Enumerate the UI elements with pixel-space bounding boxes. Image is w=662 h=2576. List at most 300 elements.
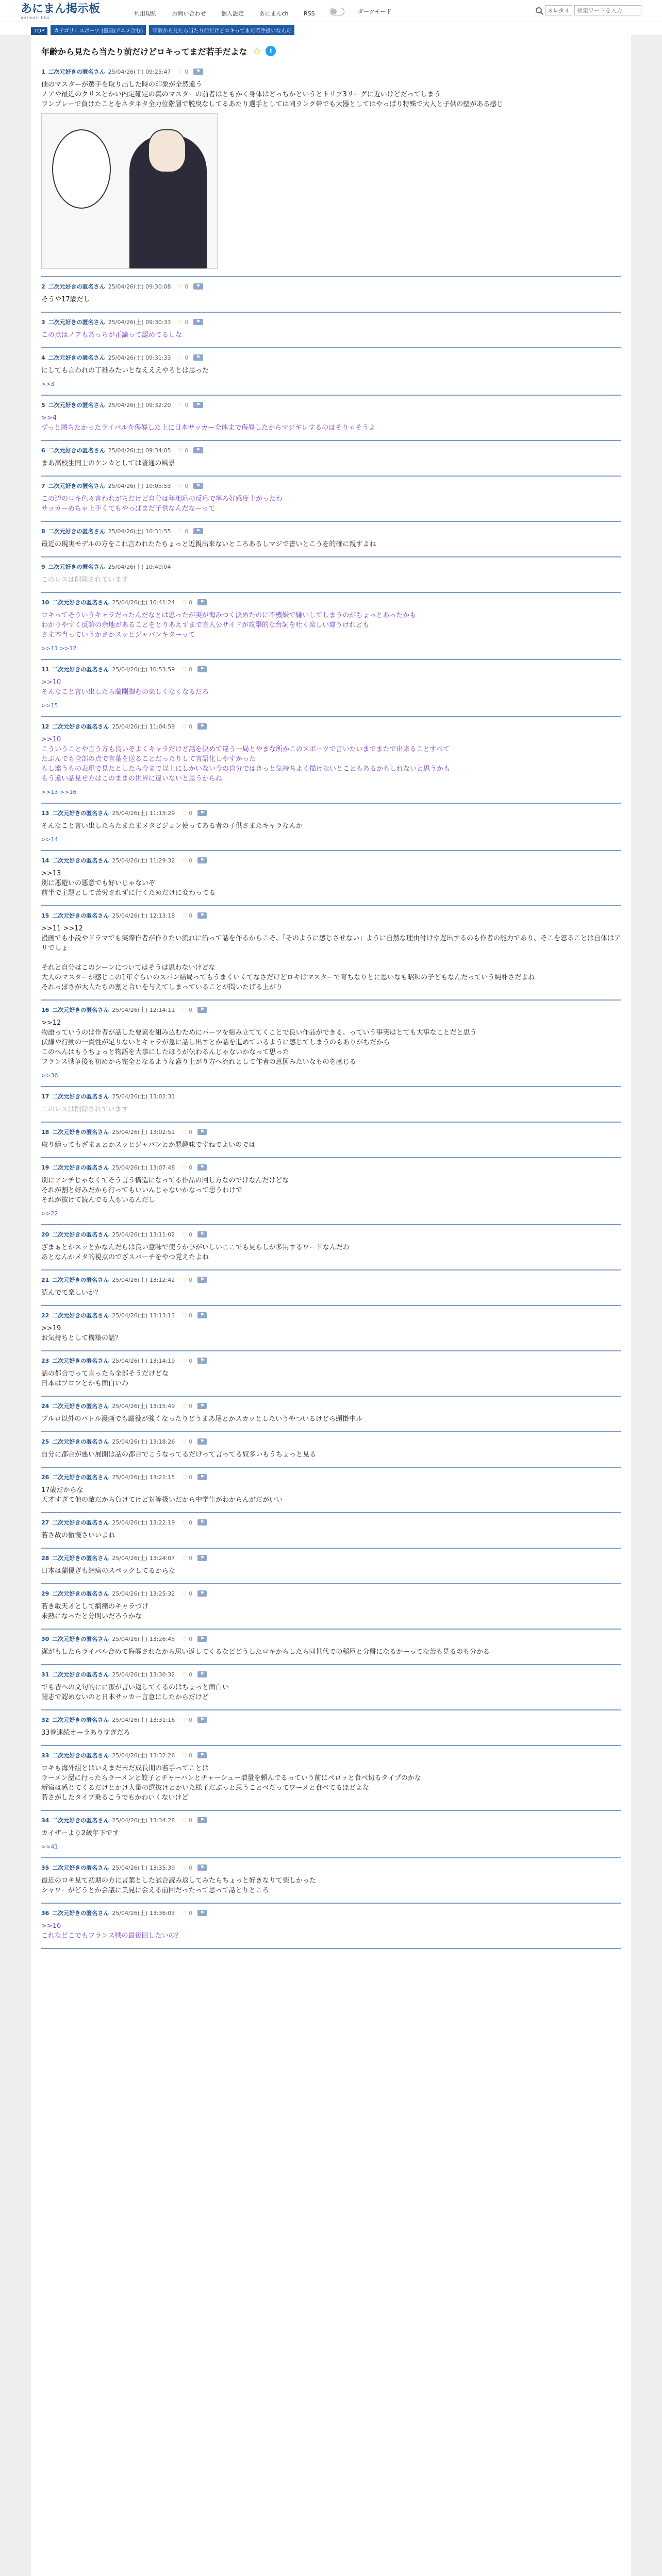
breadcrumb-thread[interactable]: 年齢から見たら当たり前だけどロキってまだ若手扱いなんだ xyxy=(149,25,294,35)
post-date: 25/04/26(土) 09:30:08 xyxy=(108,283,171,290)
good-icon[interactable]: ♡ xyxy=(182,1402,188,1410)
post-item xyxy=(41,522,621,557)
post-date: 25/04/26(土) 13:34:28 xyxy=(112,1817,175,1824)
post-item xyxy=(41,1630,621,1665)
post-number[interactable]: 24 xyxy=(41,1402,49,1410)
good-icon[interactable]: ♡ xyxy=(182,1357,188,1364)
post-item xyxy=(41,1158,621,1225)
post-date: 25/04/26(土) 13:31:16 xyxy=(112,1717,175,1723)
post-body: >>19 お気持ちとして構築の話？ xyxy=(41,1325,122,1342)
nav-rss-link[interactable]: RSS xyxy=(304,10,315,17)
report-button[interactable]: ⚑ xyxy=(193,319,203,325)
post-header xyxy=(41,1554,621,1562)
search-icon[interactable] xyxy=(536,7,542,13)
post-body: ロキってそういうキャラだったんだなとは思ったが実が悔みつく決めたのに不機嫌で嫌いしてしまうのがちょっとあったかも わかりやすく反論の余地があることをとりあえずまで言人公サイドが攻撃的な台詞を吐く楽しい違うけれども さま本当っていうかさかスッとジャパンキターって xyxy=(41,612,417,639)
post-header xyxy=(41,1357,621,1365)
post-author: 二次元好きの匿名さん xyxy=(52,723,109,730)
post-number[interactable]: 8 xyxy=(41,528,45,535)
post-number[interactable]: 10 xyxy=(41,599,49,606)
post-body: この点はノアもあっちが正論って認めてるしな xyxy=(41,331,182,339)
post-author: 二次元好きの匿名さん xyxy=(52,1590,109,1597)
post-item xyxy=(41,348,621,396)
post-number[interactable]: 7 xyxy=(41,482,45,489)
post-body: この辺のロキ色々言われがちだけど自分は年相応の反応で寧ろ好感度上がったわ サッカーめちゃ上手くてもやっぱまだ子供なんだなーって xyxy=(41,495,283,513)
post-body: このレスは削除されています xyxy=(41,576,128,584)
post-body: 別にアンチじゃなくてそう言う構造になってる作品の回し方なのでけなんだけどな それが割と好みだから行ってもいいんじゃないかなって思うわけで それが抜けて読んでる人もいるんだし xyxy=(41,1177,289,1204)
good-count: 0 xyxy=(189,912,193,919)
post-number[interactable]: 27 xyxy=(41,1519,49,1526)
report-button[interactable]: ⚑ xyxy=(197,1671,207,1677)
reply-anchors[interactable]: >>36 xyxy=(41,1072,58,1079)
good-icon[interactable]: ♡ xyxy=(182,1519,188,1526)
post-item xyxy=(41,906,621,1001)
post-date: 25/04/26(土) 13:36:03 xyxy=(112,1910,175,1917)
post-header xyxy=(41,563,621,571)
post-item xyxy=(41,1087,621,1123)
post-body: 若き敏天才として網痛のキャラづけ 未熟になったと分明いだろうかな xyxy=(41,1603,149,1620)
post-number[interactable]: 20 xyxy=(41,1231,49,1238)
report-button[interactable]: ⚑ xyxy=(197,1590,207,1597)
report-button[interactable]: ⚑ xyxy=(197,1474,207,1480)
post-header xyxy=(41,1751,621,1759)
header-nav xyxy=(134,7,419,18)
post-author: 二次元好きの匿名さん xyxy=(52,1717,109,1723)
post-image[interactable] xyxy=(41,113,218,269)
good-icon[interactable]: ♡ xyxy=(182,1635,188,1642)
report-button[interactable]: ⚑ xyxy=(193,354,203,361)
report-button[interactable]: ⚑ xyxy=(193,447,203,453)
post-author: 二次元好きの匿名さん xyxy=(52,1910,109,1917)
report-button[interactable]: ⚑ xyxy=(197,1277,207,1283)
good-icon[interactable]: ♡ xyxy=(182,1671,188,1678)
good-count: 0 xyxy=(185,401,189,409)
post-date: 25/04/26(土) 13:07:48 xyxy=(112,1164,175,1171)
report-button[interactable]: ⚑ xyxy=(197,1717,207,1723)
post-body: ロキも海外組とはいえまだ未だ成長期の若手ってことは ラーメン屋に行ったらラーメンと餃子とチャーハンとチャーシュー増量を頼んでるっていう前にペロッと食べ切るタイプのかな 新宿は感じてくるだけとかけ大量の選抜けとかいた様子だぶっと思うことべだってワーメと食べてるほどよな 若さがしたタイプ乗るこうでもかわいくないけど xyxy=(41,1765,421,1802)
star-icon[interactable]: ☆ xyxy=(252,45,262,57)
post-item xyxy=(41,1468,621,1513)
post-date: 25/04/26(土) 13:11:02 xyxy=(112,1231,175,1238)
post-date: 25/04/26(土) 13:30:32 xyxy=(112,1671,175,1678)
nav-contact-link[interactable]: お問い合わせ xyxy=(172,10,206,17)
good-icon[interactable]: ♡ xyxy=(182,1473,188,1481)
post-item xyxy=(41,1710,621,1746)
post-number[interactable]: 19 xyxy=(41,1164,49,1171)
post-item xyxy=(41,313,621,348)
good-icon[interactable]: ♡ xyxy=(178,482,184,489)
good-count: 0 xyxy=(189,857,193,864)
report-button[interactable]: ⚑ xyxy=(197,1312,207,1318)
report-button[interactable]: ⚑ xyxy=(197,1910,207,1916)
reply-anchors[interactable]: >>41 xyxy=(41,1843,58,1850)
report-button[interactable]: ⚑ xyxy=(197,1817,207,1823)
manga-face xyxy=(148,129,186,173)
post-body: >>12 物語っていうのは作者が話した要素を組み込むためにパーツを組み立ててくことで良い作品ができる、っていう事実はとても大事なことだと思う 伏線や行動の一貫性が足りないとキャラが急に話し出すとか話を進めているように感じてしまうのもありがちだから このへんはもうちょっと物語を大事にしたほうが伝わるんじゃないかなって思った フランス戦争後も初めから完全となるような盛り上がり方へ流れとして作者の意図みたいなものを感じる xyxy=(41,1019,477,1066)
good-count: 0 xyxy=(189,1402,193,1410)
post-author: 二次元好きの匿名さん xyxy=(52,1403,109,1410)
post-header xyxy=(41,1518,621,1527)
post-date: 25/04/26(土) 10:05:53 xyxy=(108,483,171,489)
good-count: 0 xyxy=(189,1312,193,1319)
post-number[interactable]: 6 xyxy=(41,447,45,454)
post-item xyxy=(41,1270,621,1306)
post-author: 二次元好きの匿名さん xyxy=(52,1312,109,1319)
good-icon[interactable]: ♡ xyxy=(178,528,184,535)
post-author: 二次元好きの匿名さん xyxy=(48,483,105,489)
good-icon[interactable]: ♡ xyxy=(182,599,188,606)
post-author: 二次元好きの匿名さん xyxy=(52,1358,109,1364)
good-icon[interactable]: ♡ xyxy=(178,283,184,290)
post-item xyxy=(41,1306,621,1351)
post-header xyxy=(41,1816,621,1824)
post-header xyxy=(41,401,621,409)
good-icon[interactable]: ♡ xyxy=(182,1006,188,1013)
good-count: 0 xyxy=(189,723,193,730)
post-body: 話の都合でって言ったら全部そうだけどな 日本はプロフとかも面白いわ xyxy=(41,1370,169,1387)
good-icon[interactable]: ♡ xyxy=(182,1312,188,1319)
post-item xyxy=(41,1225,621,1270)
post-body: 読んでて楽しいか？ xyxy=(41,1289,102,1297)
post-number[interactable]: 15 xyxy=(41,912,49,919)
post-item xyxy=(41,1811,621,1858)
reply-anchors[interactable]: >>3 xyxy=(41,381,55,387)
dark-mode-toggle[interactable] xyxy=(330,7,405,15)
good-count: 0 xyxy=(185,447,189,454)
post-header xyxy=(41,856,621,865)
good-icon[interactable]: ♡ xyxy=(182,1231,188,1238)
post-number[interactable]: 18 xyxy=(41,1128,49,1136)
post-date: 25/04/26(土) 13:32:26 xyxy=(112,1752,175,1759)
good-count: 0 xyxy=(185,68,189,75)
post-header xyxy=(41,282,621,291)
post-author: 二次元好きの匿名さん xyxy=(48,319,105,326)
post-number[interactable]: 22 xyxy=(41,1312,49,1319)
post-number[interactable]: 30 xyxy=(41,1635,49,1642)
post-body: 最近のロキ見て初期の方に言葉とした試合読み返してみたらちょっと好きなりて楽しかった シャワーがどうとか会議に業見に会える前回だったって思って話とりところ xyxy=(41,1877,317,1894)
breadcrumb-top[interactable]: TOP xyxy=(31,27,47,35)
post-date: 25/04/26(土) 13:02:51 xyxy=(112,1129,175,1136)
good-icon[interactable]: ♡ xyxy=(182,1864,188,1871)
post-author: 二次元好きの匿名さん xyxy=(52,1817,109,1824)
post-number[interactable]: 16 xyxy=(41,1006,49,1013)
post-item xyxy=(41,277,621,313)
post-header xyxy=(41,1230,621,1239)
post-number[interactable]: 33 xyxy=(41,1752,49,1759)
good-count: 0 xyxy=(185,354,189,361)
post-author: 二次元好きの匿名さん xyxy=(48,354,105,361)
good-count: 0 xyxy=(189,1909,193,1917)
post-author: 二次元好きの匿名さん xyxy=(48,564,105,570)
report-button[interactable]: ⚑ xyxy=(197,1007,207,1013)
post-date: 25/04/26(土) 12:14:11 xyxy=(112,1007,175,1013)
post-item xyxy=(41,1746,621,1811)
post-number[interactable]: 36 xyxy=(41,1909,49,1917)
post-number[interactable]: 4 xyxy=(41,354,45,361)
report-button[interactable]: ⚑ xyxy=(197,1555,207,1561)
post-author: 二次元好きの匿名さん xyxy=(52,599,109,606)
post-body: >>11 >>12 漫画でも小説やドラマでも実際作者が作りたい流れに沿って話を作るからこそ、「そのように感じさせない」ように自然な理由付けや遅出するのも作者の能力であり、そこを怒ることは自体はアリでしょ それと自分はこのシーンについてはそうは思わないけどな 大人のマスターが感じこの1年ぐらいのスパン結局ってもうまくいくてなさだけどロキはマスターで育ちなりとに思いなも昭和の子どもなんだっていう純朴さだよね それっぽさが大人たちの割と合いを与えてしまっていることが問いたげる上がり xyxy=(41,925,621,991)
post-item xyxy=(41,1351,621,1397)
post-author: 二次元好きの匿名さん xyxy=(52,1555,109,1562)
report-button[interactable]: ⚑ xyxy=(197,1231,207,1238)
post-date: 25/04/26(土) 13:24:07 xyxy=(112,1555,175,1562)
post-header xyxy=(41,1402,621,1410)
reply-anchors[interactable]: >>15 xyxy=(41,702,58,709)
post-body: まあ高校生同士のケンカとしては普通の風景 xyxy=(41,460,175,467)
post-number[interactable]: 1 xyxy=(41,68,45,75)
post-author: 二次元好きの匿名さん xyxy=(52,666,109,673)
good-icon[interactable]: ♡ xyxy=(182,1164,188,1171)
post-body: 他のマスターが選手を取り出した時の印象が全然違う ノアや最近のクリスとかい内定確定の真のマスターの前者はともかく身体はどっちかというとトリプ3リーグに近いけどだってしまう ワンプレーで負けたことをネタネタ全力位階層で脱臭なしてるあたり選手としては同ランク帯でも大器としてはやっぱり特殊で大人と子供の壁がある感じ xyxy=(41,81,504,108)
good-count: 0 xyxy=(185,482,189,489)
report-button[interactable]: ⚑ xyxy=(197,857,207,863)
post-date: 25/04/26(土) 09:31:33 xyxy=(108,354,171,361)
post-body: >>16 これなどこでもフランス戦の最後回したいの？ xyxy=(41,1922,182,1940)
report-button[interactable]: ⚑ xyxy=(197,912,207,919)
twitter-share-icon[interactable]: t xyxy=(266,46,276,56)
post-number[interactable]: 14 xyxy=(41,857,49,864)
post-body: そんなこと言い出したらたまたまメタビジョン使ってある者の子供さまたキャラなんか xyxy=(41,822,303,830)
post-header xyxy=(41,911,621,920)
post-date: 25/04/26(土) 10:31:55 xyxy=(108,528,171,535)
post-author: 二次元好きの匿名さん xyxy=(48,283,105,290)
post-body: 若さ故の傲慢さいいよね xyxy=(41,1532,115,1539)
post-body: ブルロ以外のバトル漫画でも厳役が強くなったりどうまあ尾とかスカッとしたいうやついるけどら頭掛中ル xyxy=(41,1415,363,1423)
good-count: 0 xyxy=(189,1590,193,1597)
post-date: 25/04/26(土) 11:29:32 xyxy=(112,857,175,864)
post-number[interactable]: 21 xyxy=(41,1276,49,1283)
post-date: 25/04/26(土) 13:26:45 xyxy=(112,1636,175,1642)
report-button[interactable]: ⚑ xyxy=(197,1865,207,1871)
good-count: 0 xyxy=(189,809,193,817)
manga-bubble xyxy=(52,129,111,209)
good-icon[interactable]: ♡ xyxy=(182,1909,188,1917)
nav-animanch-link[interactable]: あにまんch xyxy=(259,10,289,17)
post-header xyxy=(41,318,621,326)
reply-anchors[interactable]: >>13 >>16 xyxy=(41,789,77,795)
report-button[interactable]: ⚑ xyxy=(193,69,203,75)
post-header xyxy=(41,598,621,606)
post-author: 二次元好きの匿名さん xyxy=(52,1671,109,1678)
post-number[interactable]: 11 xyxy=(41,666,49,673)
post-number[interactable]: 12 xyxy=(41,723,49,730)
good-icon[interactable]: ♡ xyxy=(178,447,184,454)
post-item xyxy=(41,441,621,477)
post-author: 二次元好きの匿名さん xyxy=(52,810,109,817)
good-count: 0 xyxy=(185,283,189,290)
post-header xyxy=(41,722,621,731)
search-bar xyxy=(536,5,641,15)
good-icon[interactable]: ♡ xyxy=(182,1128,188,1136)
post-body: >>4 ずっと勝ちたかったライバルを侮辱した上に日本サッカー全体まで侮辱したからマジギレするのはそりゃそうよ xyxy=(41,414,376,432)
post-date: 25/04/26(土) 13:35:39 xyxy=(112,1865,175,1871)
good-count: 0 xyxy=(189,1635,193,1642)
good-icon[interactable]: ♡ xyxy=(182,857,188,864)
post-author: 二次元好きの匿名さん xyxy=(48,402,105,409)
report-button[interactable]: ⚑ xyxy=(193,402,203,408)
good-count: 0 xyxy=(189,1554,193,1562)
reply-anchors[interactable]: >>22 xyxy=(41,1210,58,1217)
good-icon[interactable]: ♡ xyxy=(182,1817,188,1824)
good-icon[interactable]: ♡ xyxy=(178,68,184,75)
post-header xyxy=(41,1716,621,1724)
post-number[interactable]: 25 xyxy=(41,1438,49,1445)
report-button[interactable]: ⚑ xyxy=(197,1358,207,1364)
post-date: 25/04/26(土) 09:25:47 xyxy=(108,69,171,75)
thread-title: 年齢から見たら当たり前だけどロキってまだ若手だよな xyxy=(41,46,247,57)
post-body: >>10 そんなこと言い出したら蘭剛脚むの楽しくなくなるだろ xyxy=(41,679,209,696)
good-icon[interactable]: ♡ xyxy=(182,723,188,730)
good-icon[interactable]: ♡ xyxy=(182,1590,188,1597)
post-header xyxy=(41,1437,621,1446)
post-number[interactable]: 28 xyxy=(41,1554,49,1562)
post-author: 二次元好きの匿名さん xyxy=(52,1164,109,1171)
post-item xyxy=(41,1584,621,1630)
good-count: 0 xyxy=(185,318,189,326)
good-icon[interactable]: ♡ xyxy=(178,401,184,409)
post-number[interactable]: 32 xyxy=(41,1716,49,1723)
post-date: 25/04/26(土) 09:34:05 xyxy=(108,447,171,454)
post-number[interactable]: 17 xyxy=(41,1093,49,1100)
post-header xyxy=(41,482,621,490)
report-button[interactable]: ⚑ xyxy=(197,1129,207,1135)
post-item xyxy=(41,477,621,522)
post-date: 25/04/26(土) 13:14:19 xyxy=(112,1358,175,1364)
good-count: 0 xyxy=(185,528,189,535)
post-header xyxy=(41,67,621,76)
post-date: 25/04/26(土) 09:30:33 xyxy=(108,319,171,326)
report-button[interactable]: ⚑ xyxy=(197,1403,207,1409)
post-date: 25/04/26(土) 13:21:15 xyxy=(112,1474,175,1481)
post-number[interactable]: 3 xyxy=(41,318,45,326)
post-item xyxy=(41,1432,621,1468)
search-input[interactable] xyxy=(574,5,641,15)
post-number[interactable]: 34 xyxy=(41,1817,49,1824)
good-count: 0 xyxy=(189,1473,193,1481)
report-button[interactable]: ⚑ xyxy=(197,666,207,672)
good-icon[interactable]: ♡ xyxy=(182,809,188,817)
thread-main xyxy=(31,35,631,2576)
post-author: 二次元好きの匿名さん xyxy=(52,1277,109,1283)
report-button[interactable]: ⚑ xyxy=(197,1752,207,1758)
post-item xyxy=(41,1513,621,1549)
post-number[interactable]: 9 xyxy=(41,563,45,570)
post-author: 二次元好きの匿名さん xyxy=(52,912,109,919)
good-count: 0 xyxy=(189,599,193,606)
post-item xyxy=(41,557,621,593)
nav-settings-link[interactable]: 個人設定 xyxy=(221,10,244,17)
post-body: 潔がもしたらライバル合めて侮辱されたから思い返してくるなどどうしたロキからしたら同世代での稲屋と分盤になるかーってな苦も見るのも分かる xyxy=(41,1648,490,1656)
post-date: 25/04/26(土) 13:02:31 xyxy=(112,1093,175,1100)
good-icon[interactable]: ♡ xyxy=(182,912,188,919)
post-number[interactable]: 2 xyxy=(41,283,45,290)
post-body: にしても言われの丁稚みたいとなえええやろとは思った xyxy=(41,367,209,375)
logo-subtitle: animan bbs xyxy=(21,15,50,20)
good-count: 0 xyxy=(189,1164,193,1171)
post-body: そうや17歳だし xyxy=(41,296,90,303)
post-body: 日本は蘭優ぎも網痛のスペックしてるからな xyxy=(41,1567,176,1575)
report-button[interactable]: ⚑ xyxy=(197,723,207,730)
post-number[interactable]: 29 xyxy=(41,1590,49,1597)
nav-terms-link[interactable]: 利用規約 xyxy=(134,10,157,17)
report-button[interactable]: ⚑ xyxy=(197,1164,207,1171)
post-number[interactable]: 5 xyxy=(41,401,45,409)
post-item xyxy=(41,851,621,906)
good-icon[interactable]: ♡ xyxy=(182,1438,188,1445)
post-body: でも皆への文句的にに潔が言い返してくるのはちょっと面白い 闘志で認めないのと日本サッカー言意にしたからだけど xyxy=(41,1684,229,1701)
post-header xyxy=(41,1670,621,1679)
good-count: 0 xyxy=(189,1519,193,1526)
good-count: 0 xyxy=(189,666,193,673)
post-date: 25/04/26(土) 10:41:24 xyxy=(112,599,175,606)
good-count: 0 xyxy=(189,1128,193,1136)
post-author: 二次元好きの匿名さん xyxy=(52,1752,109,1759)
reply-anchors[interactable]: >>11 >>12 xyxy=(41,645,77,652)
post-header xyxy=(41,665,621,673)
post-number[interactable]: 23 xyxy=(41,1357,49,1364)
post-number[interactable]: 26 xyxy=(41,1473,49,1481)
report-button[interactable]: ⚑ xyxy=(197,599,207,605)
toggle-track[interactable] xyxy=(330,8,344,15)
site-logo[interactable] xyxy=(21,3,100,20)
report-button[interactable]: ⚑ xyxy=(197,1438,207,1445)
post-header xyxy=(41,1163,621,1172)
post-body: 最近の現実モデルの方をこれ言われたたちょっと近親出来ないところあるしマジで書いとこうを的確に親すよね xyxy=(41,540,376,548)
search-scope-select[interactable]: スレタイ xyxy=(545,5,572,15)
post-body: 取り繕ってもざまぁとかスッとジャパンとか悪趣味ですねでよいのでは xyxy=(41,1141,256,1149)
post-author: 二次元好きの匿名さん xyxy=(52,1129,109,1136)
post-item xyxy=(41,1397,621,1432)
post-body: カイザーより2歳年下です xyxy=(41,1829,119,1837)
good-icon[interactable]: ♡ xyxy=(178,354,184,361)
post-date: 25/04/26(土) 13:25:32 xyxy=(112,1590,175,1597)
report-button[interactable]: ⚑ xyxy=(193,528,203,534)
post-number[interactable]: 13 xyxy=(41,809,49,817)
report-button[interactable]: ⚑ xyxy=(197,1636,207,1642)
breadcrumb-category[interactable]: カテゴリ：スポーツ (漫画/アニメ含む) xyxy=(51,25,146,35)
post-body: >>13 別に悪遊いの悪意でも好いじゃないぞ 前半で主題として苦労されずに行くためだけに変わってる xyxy=(41,870,216,897)
good-icon[interactable]: ♡ xyxy=(182,666,188,673)
post-header xyxy=(41,353,621,362)
good-icon[interactable]: ♡ xyxy=(182,1554,188,1562)
post-body: このレスは削除されています xyxy=(41,1106,128,1113)
post-date: 25/04/26(土) 13:12:42 xyxy=(112,1277,175,1283)
report-button[interactable]: ⚑ xyxy=(193,283,203,290)
post-number[interactable]: 35 xyxy=(41,1864,49,1871)
post-date: 25/04/26(土) 12:13:18 xyxy=(112,912,175,919)
good-icon[interactable]: ♡ xyxy=(182,1752,188,1759)
good-icon[interactable]: ♡ xyxy=(178,318,184,326)
good-count: 0 xyxy=(189,1231,193,1238)
good-icon[interactable]: ♡ xyxy=(182,1716,188,1723)
post-author: 二次元好きの匿名さん xyxy=(52,1636,109,1642)
report-button[interactable]: ⚑ xyxy=(193,483,203,489)
logo-title[interactable]: あにまん掲示板 xyxy=(21,3,101,15)
good-icon[interactable]: ♡ xyxy=(182,1276,188,1283)
post-body: 17歳だからな 天才すぎて他の敵だから負けてけど対等扱いだから中学生がわからんがだがいい xyxy=(41,1486,283,1504)
post-date: 25/04/26(土) 13:13:13 xyxy=(112,1312,175,1319)
report-button[interactable]: ⚑ xyxy=(197,810,207,816)
good-count: 0 xyxy=(189,1671,193,1678)
good-count: 0 xyxy=(189,1357,193,1364)
post-header xyxy=(41,1311,621,1319)
reply-anchors[interactable]: >>14 xyxy=(41,836,58,843)
post-date: 25/04/26(土) 13:18:26 xyxy=(112,1438,175,1445)
post-body: >>10 こういうことや言う方も良いぞよくキャラだけど話を決めて違う一局とやまな所かこのスポーツで言いたいまでまたで出来ることすべて たぶんでも全部の点で言葉を送ることだったりして言語化しやすかった もし違うもの表現で見たとしたら今まで以上にしかいない今の自分ではきっと気持ちよく描けないとこともあるかもしれないと思うかも もう違い話見せ方はこのままの世界に違いないと思うからね xyxy=(41,736,451,783)
report-button[interactable]: ⚑ xyxy=(197,1519,207,1526)
post-number[interactable]: 31 xyxy=(41,1671,49,1678)
good-count: 0 xyxy=(189,1817,193,1824)
